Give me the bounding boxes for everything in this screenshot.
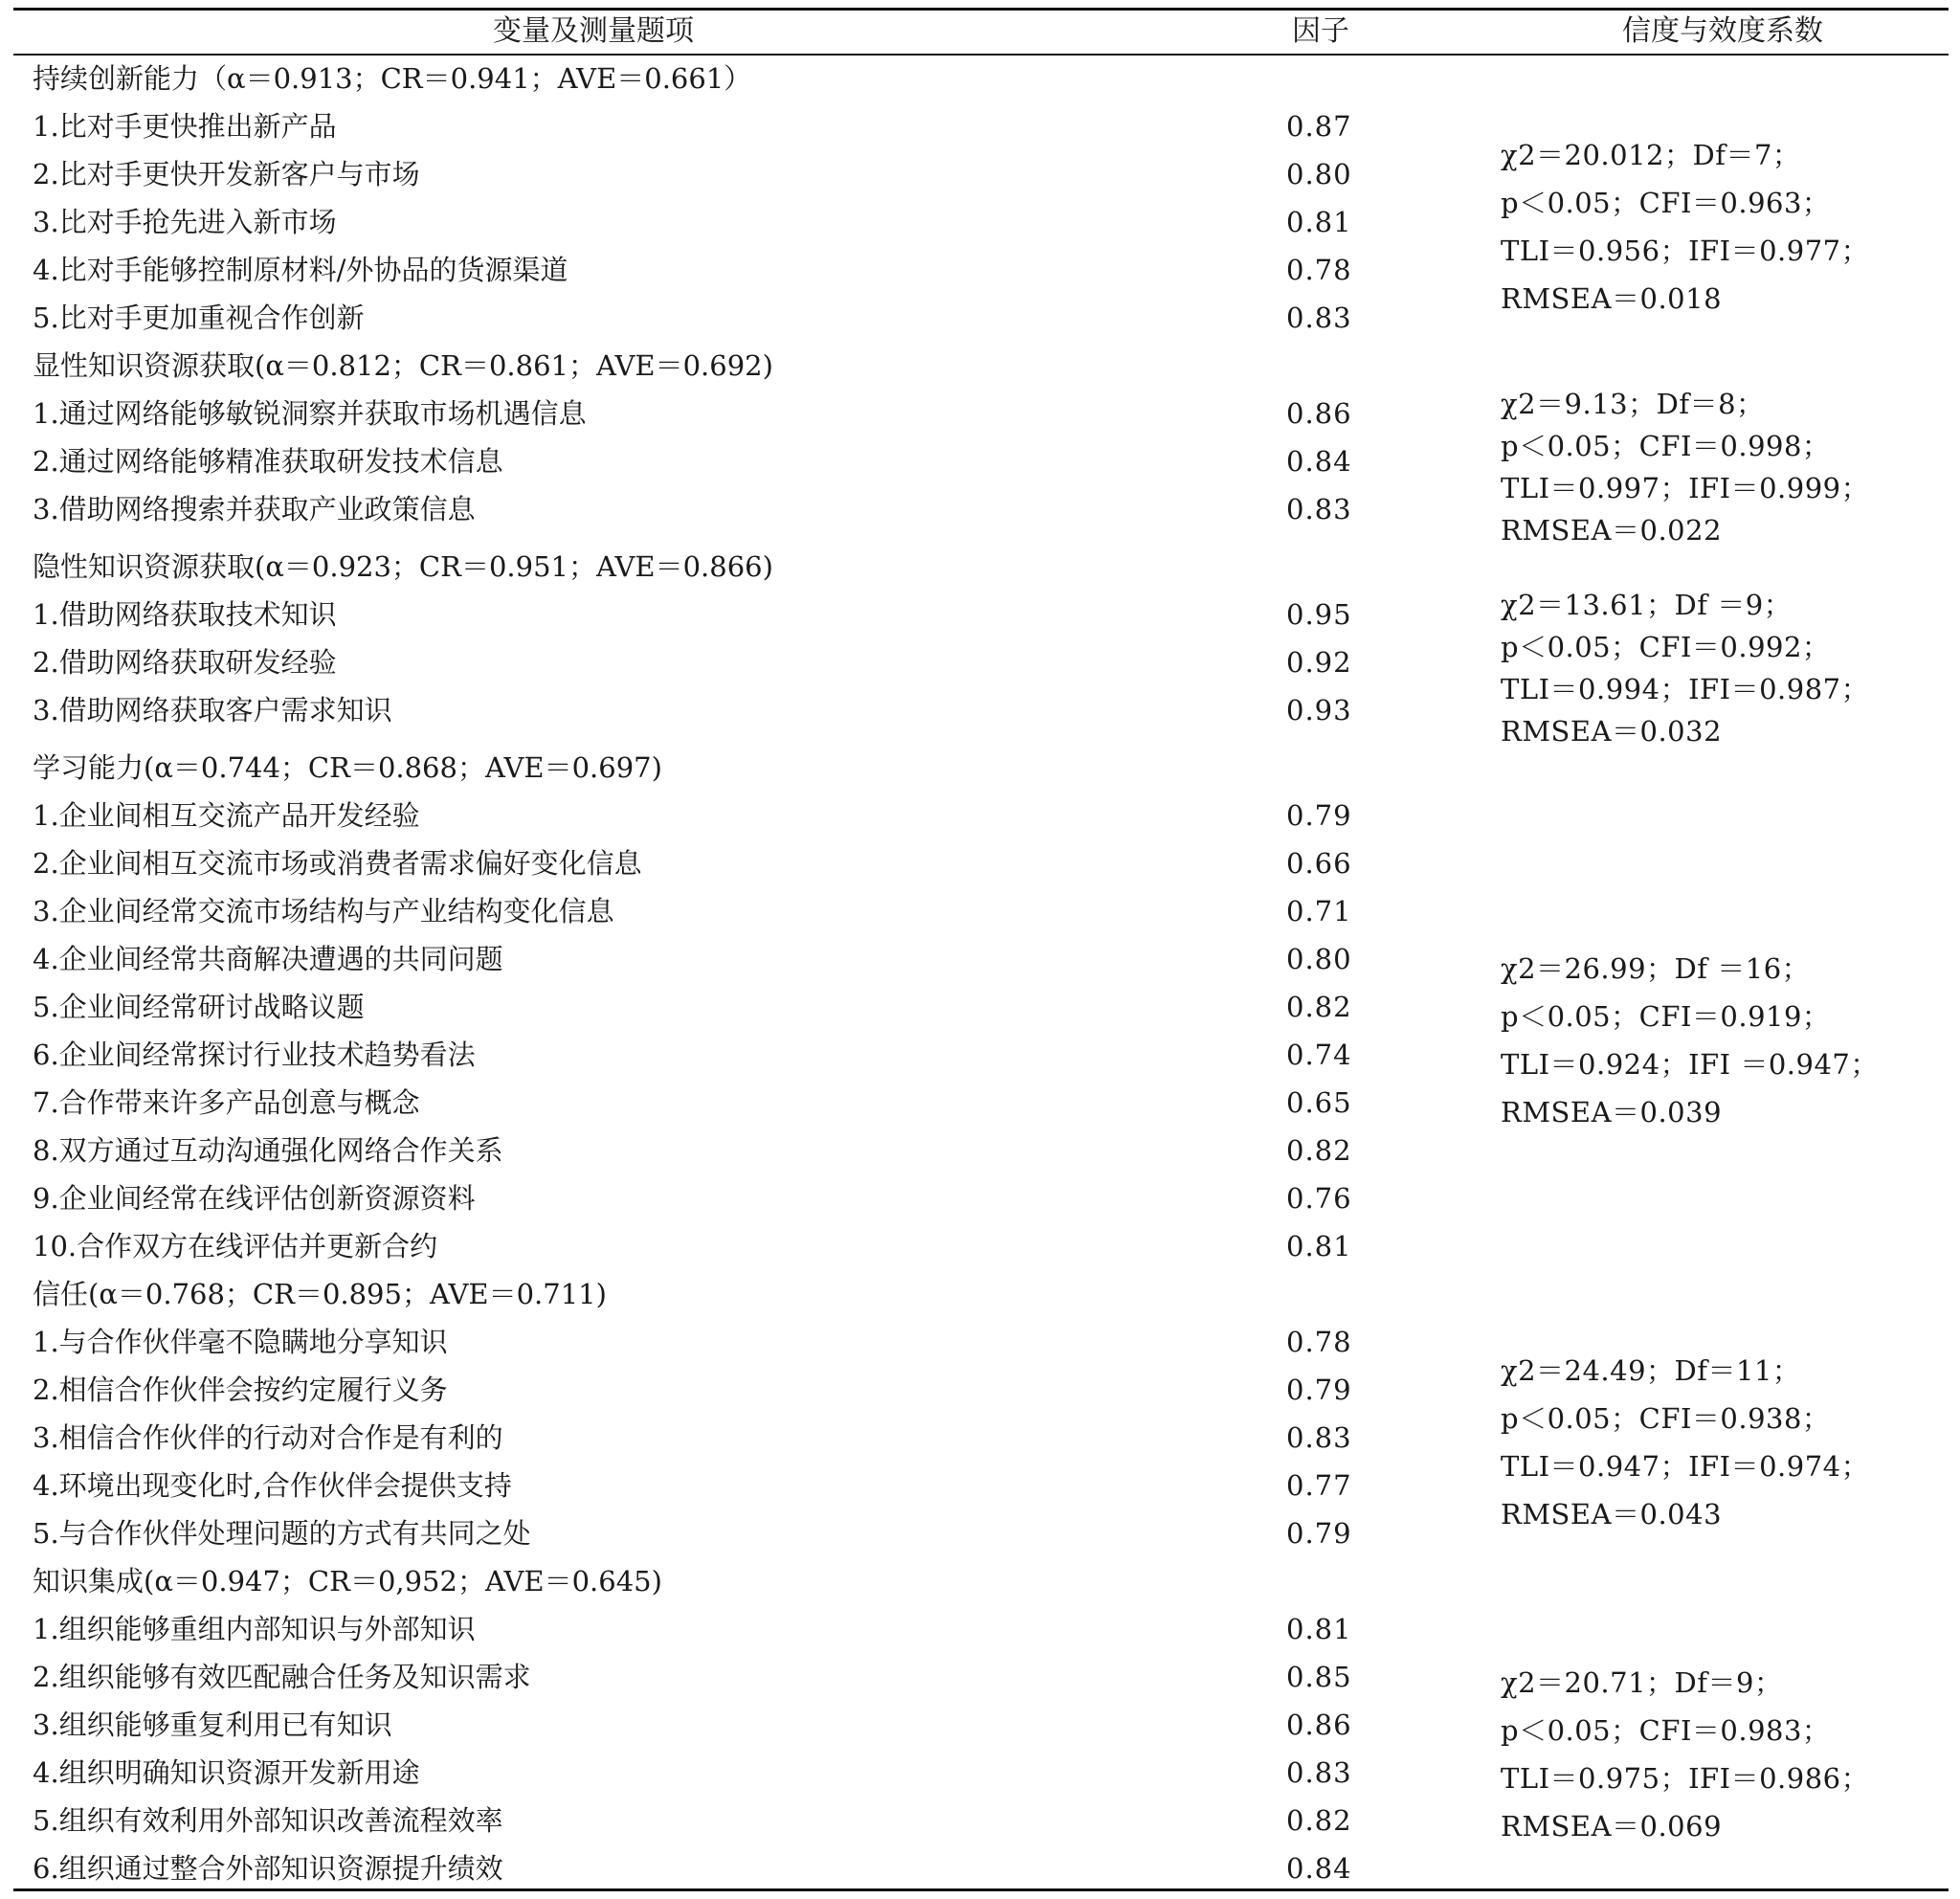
item-factor: 0.81 [1286,206,1352,238]
item-label: 3.相信合作伙伴的行动对合作是有利的 [33,1421,503,1454]
fit-line: p＜0.05；CFI＝0.992； [1501,631,1831,663]
item-factor: 0.84 [1286,445,1352,478]
item-factor: 0.86 [1286,397,1352,430]
fit-line: p＜0.05；CFI＝0.938； [1501,1402,1831,1435]
item-factor: 0.83 [1286,493,1352,525]
item-label: 2.企业间相互交流市场或消费者需求偏好变化信息 [33,847,642,880]
item-label: 3.借助网络获取客户需求知识 [33,694,392,726]
fit-line: χ2＝20.012；Df＝7； [1501,139,1801,171]
item-factor: 0.76 [1286,1182,1352,1215]
fit-line: TLI＝0.975；IFI＝0.986； [1501,1762,1870,1795]
section-title: 知识集成(α＝0.947；CR＝0,952；AVE＝0.645) [33,1565,662,1597]
fit-line: p＜0.05；CFI＝0.983； [1501,1714,1831,1747]
item-label: 7.合作带来许多产品创意与概念 [33,1086,420,1119]
item-factor: 0.83 [1286,302,1352,334]
item-label: 8.双方通过互动沟通强化网络合作关系 [33,1134,503,1167]
item-label: 6.企业间经常探讨行业技术趋势看法 [33,1039,476,1071]
item-label: 10.合作双方在线评估并更新合约 [33,1230,438,1262]
item-factor: 0.82 [1286,1134,1352,1167]
item-label: 2.组织能够有效匹配融合任务及知识需求 [33,1661,531,1693]
item-factor: 0.80 [1286,943,1352,975]
fit-line: TLI＝0.994；IFI＝0.987； [1501,673,1870,705]
header-factor: 因子 [1292,14,1349,48]
item-label: 5.比对手更加重视合作创新 [33,302,365,334]
item-factor: 0.92 [1286,646,1352,679]
item-factor: 0.84 [1286,1852,1352,1885]
item-label: 4.组织明确知识资源开发新用途 [33,1756,420,1789]
fit-line: RMSEA＝0.039 [1501,1096,1723,1128]
item-label: 1.通过网络能够敏锐洞察并获取市场机遇信息 [33,397,587,430]
item-label: 5.企业间经常研讨战略议题 [33,991,365,1023]
item-label: 3.比对手抢先进入新市场 [33,206,337,238]
item-factor: 0.79 [1286,1517,1352,1550]
fit-line: χ2＝24.49；Df＝11； [1501,1354,1801,1387]
section-title: 持续创新能力（α＝0.913；CR＝0.941；AVE＝0.661） [33,62,752,95]
item-label: 3.借助网络搜索并获取产业政策信息 [33,493,476,525]
item-factor: 0.81 [1286,1230,1352,1262]
item-factor: 0.85 [1286,1661,1352,1693]
fit-line: p＜0.05；CFI＝0.919； [1501,1000,1831,1033]
section-title: 信任(α＝0.768；CR＝0.895；AVE＝0.711) [33,1278,607,1310]
fit-line: RMSEA＝0.018 [1501,282,1723,315]
item-label: 2.通过网络能够精准获取研发技术信息 [33,445,503,478]
item-factor: 0.80 [1286,158,1352,190]
item-factor: 0.93 [1286,694,1352,726]
item-label: 3.企业间经常交流市场结构与产业结构变化信息 [33,895,614,927]
fit-line: χ2＝20.71；Df＝9； [1501,1666,1783,1699]
item-factor: 0.83 [1286,1756,1352,1789]
fit-line: RMSEA＝0.043 [1501,1498,1723,1530]
item-label: 1.比对手更快推出新产品 [33,110,337,143]
item-label: 4.比对手能够控制原材料/外协品的货源渠道 [33,254,568,286]
fit-line: TLI＝0.947；IFI＝0.974； [1501,1450,1870,1483]
table-bottom-rule [13,1888,1949,1891]
item-label: 1.借助网络获取技术知识 [33,598,337,631]
section-title: 隐性知识资源获取(α＝0.923；CR＝0.951；AVE＝0.866) [33,550,773,583]
section-title: 学习能力(α＝0.744；CR＝0.868；AVE＝0.697) [33,751,662,784]
table-top-rule [13,8,1949,11]
item-label: 3.组织能够重复利用已有知识 [33,1709,392,1741]
fit-line: TLI＝0.924；IFI ＝0.947； [1501,1048,1879,1081]
fit-line: p＜0.05；CFI＝0.963； [1501,187,1831,219]
item-factor: 0.77 [1286,1469,1352,1502]
item-label: 2.比对手更快开发新客户与市场 [33,158,420,190]
fit-line: TLI＝0.956；IFI＝0.977； [1501,235,1870,267]
fit-line: RMSEA＝0.022 [1501,514,1723,547]
item-label: 6.组织通过整合外部知识资源提升绩效 [33,1852,503,1885]
item-label: 1.与合作伙伴毫不隐瞒地分享知识 [33,1326,448,1358]
fit-line: χ2＝9.13；Df＝8； [1501,388,1765,420]
item-factor: 0.74 [1286,1039,1352,1071]
item-factor: 0.95 [1286,598,1352,631]
item-label: 2.相信合作伙伴会按约定履行义务 [33,1374,448,1406]
fit-line: TLI＝0.997；IFI＝0.999； [1501,472,1870,504]
item-label: 4.环境出现变化时,合作伙伴会提供支持 [33,1469,512,1502]
item-factor: 0.82 [1286,991,1352,1023]
table-header-rule [13,54,1949,56]
item-factor: 0.78 [1286,1326,1352,1358]
fit-line: RMSEA＝0.032 [1501,715,1723,748]
item-label: 4.企业间经常共商解决遭遇的共同问题 [33,943,503,975]
item-label: 1.企业间相互交流产品开发经验 [33,799,420,832]
item-label: 1.组织能够重组内部知识与外部知识 [33,1613,476,1645]
item-factor: 0.87 [1286,110,1352,143]
item-factor: 0.78 [1286,254,1352,286]
header-item: 变量及测量题项 [493,14,694,48]
fit-line: χ2＝13.61；Df ＝9； [1501,589,1793,621]
item-factor: 0.79 [1286,799,1352,832]
item-factor: 0.79 [1286,1374,1352,1406]
item-label: 9.企业间经常在线评估创新资源资料 [33,1182,476,1215]
item-factor: 0.86 [1286,1709,1352,1741]
item-factor: 0.81 [1286,1613,1352,1645]
item-label: 2.借助网络获取研发经验 [33,646,337,679]
item-factor: 0.65 [1286,1086,1352,1119]
fit-line: χ2＝26.99；Df ＝16； [1501,952,1811,985]
item-label: 5.组织有效利用外部知识改善流程效率 [33,1804,503,1837]
fit-line: p＜0.05；CFI＝0.998； [1501,430,1831,462]
header-fit: 信度与效度系数 [1622,14,1823,48]
section-title: 显性知识资源获取(α＝0.812；CR＝0.861；AVE＝0.692) [33,349,773,382]
item-factor: 0.82 [1286,1804,1352,1837]
item-factor: 0.66 [1286,847,1352,880]
item-factor: 0.83 [1286,1421,1352,1454]
item-factor: 0.71 [1286,895,1352,927]
item-label: 5.与合作伙伴处理问题的方式有共同之处 [33,1517,531,1550]
fit-line: RMSEA＝0.069 [1501,1810,1723,1843]
